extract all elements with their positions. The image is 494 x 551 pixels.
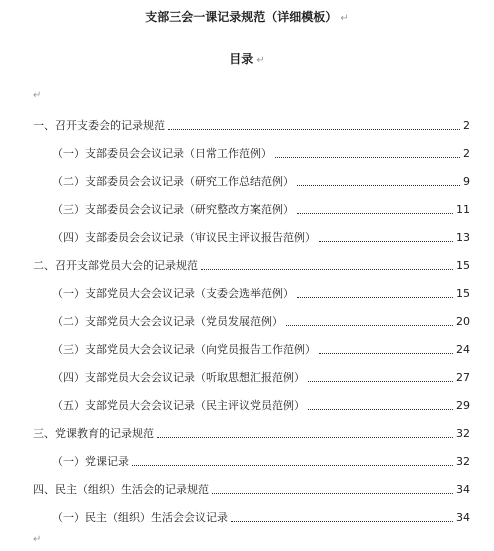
toc-leader-dots	[319, 241, 453, 242]
toc-page-number: 34	[456, 511, 470, 524]
toc-leader-dots	[201, 269, 453, 270]
toc-entry[interactable]	[33, 119, 470, 133]
paragraph-mark-icon: ↵	[33, 90, 42, 101]
toc-leader-dots	[212, 493, 453, 494]
toc-entry-text: （三）支部党员大会会议记录（向党员报告工作范例）	[52, 343, 316, 356]
toc-leader-dots	[157, 437, 453, 438]
toc-entry[interactable]	[52, 315, 470, 329]
toc-entry-text: （三）支部委员会会议记录（研究整改方案范例）	[52, 203, 294, 216]
toc-entry-text: （四）支部委员会会议记录（审议民主评议报告范例）	[52, 231, 316, 244]
toc-entry[interactable]	[33, 259, 470, 273]
toc-entry-text: （四）支部党员大会会议记录（听取思想汇报范例）	[52, 371, 305, 384]
toc-page-number: 15	[456, 287, 470, 300]
toc-page-number: 2	[463, 147, 470, 160]
paragraph-mark-icon: ↵	[340, 13, 349, 24]
toc-page-number: 32	[456, 427, 470, 440]
toc-leader-dots	[297, 185, 460, 186]
toc-leader-dots	[132, 465, 453, 466]
toc-leader-dots	[275, 157, 460, 158]
toc-entry[interactable]	[52, 203, 470, 217]
toc-leader-dots	[319, 353, 453, 354]
document-title	[0, 9, 494, 27]
toc-leader-dots	[297, 297, 453, 298]
document-title-text: 支部三会一课记录规范（详细模板）	[145, 10, 338, 24]
toc-page-number: 32	[456, 455, 470, 468]
toc-leader-dots	[231, 521, 453, 522]
toc-entry[interactable]	[52, 343, 470, 357]
toc-page-number: 27	[456, 371, 470, 384]
toc-entry-text: 三、党课教育的记录规范	[33, 427, 154, 440]
toc-entry[interactable]	[33, 483, 470, 497]
toc-leader-dots	[308, 409, 453, 410]
toc-heading	[0, 51, 494, 69]
toc-entry[interactable]	[52, 371, 470, 385]
paragraph-mark-icon: ↵	[33, 534, 42, 545]
toc-page-number: 11	[456, 203, 470, 216]
toc-entry-text: （一）支部党员大会会议记录（支委会选举范例）	[52, 287, 294, 300]
toc-entry[interactable]	[52, 175, 470, 189]
toc-page-number: 29	[456, 399, 470, 412]
toc-entry-text: （五）支部党员大会会议记录（民主评议党员范例）	[52, 399, 305, 412]
paragraph-mark-icon: ↵	[256, 55, 265, 66]
toc-page-number: 15	[456, 259, 470, 272]
toc-entry[interactable]	[52, 455, 470, 469]
toc-entry[interactable]	[52, 231, 470, 245]
toc-entry[interactable]	[52, 287, 470, 301]
toc-entry-text: 四、民主（组织）生活会的记录规范	[33, 483, 209, 496]
toc-page-number: 34	[456, 483, 470, 496]
toc-entry-text: （二）支部委员会会议记录（研究工作总结范例）	[52, 175, 294, 188]
toc-leader-dots	[168, 129, 460, 130]
toc-leader-dots	[297, 213, 453, 214]
toc-entry[interactable]	[52, 511, 470, 525]
toc-entry-text: （二）支部党员大会会议记录（党员发展范例）	[52, 315, 283, 328]
toc-leader-dots	[286, 325, 453, 326]
toc-entry[interactable]	[52, 399, 470, 413]
toc-entry-text: 二、召开支部党员大会的记录规范	[33, 259, 198, 272]
toc-page-number: 20	[456, 315, 470, 328]
toc-entry[interactable]	[33, 427, 470, 441]
toc-entry-text: （一）支部委员会会议记录（日常工作范例）	[52, 147, 272, 160]
toc-heading-text: 目录	[229, 52, 254, 66]
toc-page-number: 9	[463, 175, 470, 188]
toc-entry[interactable]	[52, 147, 470, 161]
toc-page-number: 13	[456, 231, 470, 244]
toc-entry-text: （一）党课记录	[52, 455, 129, 468]
toc-page-number: 24	[456, 343, 470, 356]
toc-entry-text: （一）民主（组织）生活会会议记录	[52, 511, 228, 524]
toc-page-number: 2	[463, 119, 470, 132]
toc-entry-text: 一、召开支委会的记录规范	[33, 119, 165, 132]
toc-leader-dots	[308, 381, 453, 382]
